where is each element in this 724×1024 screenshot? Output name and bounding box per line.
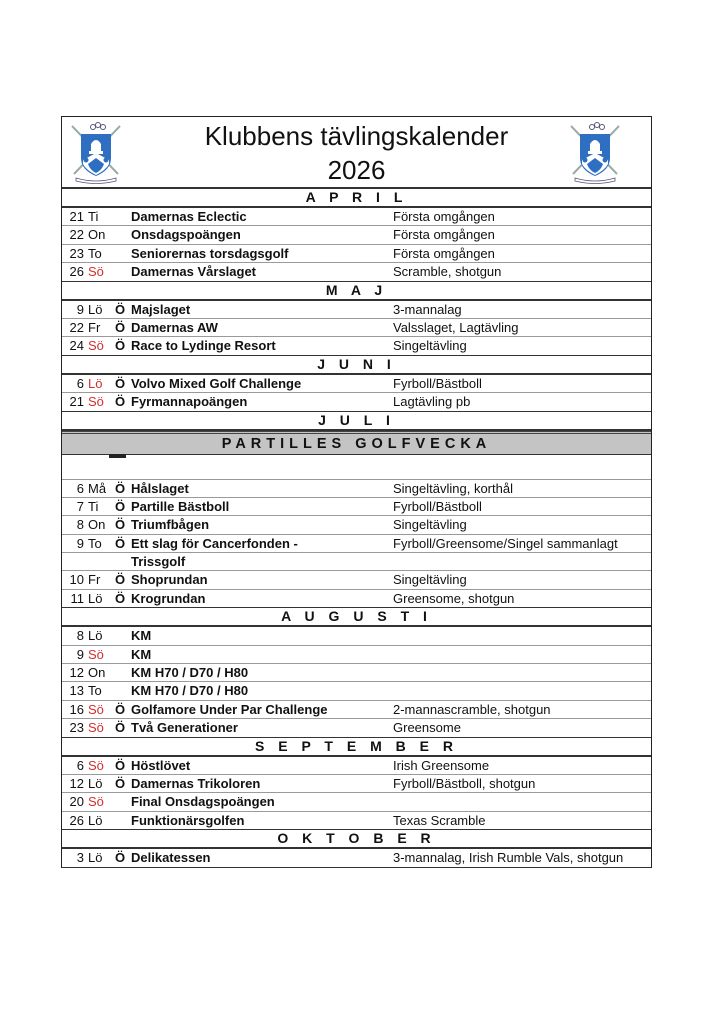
event-weekday: To [88,683,102,699]
event-day: 9 [76,301,84,317]
event-day: 6 [76,375,84,391]
event-name: KM [131,628,152,644]
event-weekday: Ti [88,209,99,224]
event-format: Singeltävling [393,338,467,354]
event-row [62,701,651,719]
month-heading: A P R I L [62,189,651,208]
event-row [62,719,651,737]
month-heading: O K T O B E R [62,830,651,849]
open-competition-mark: Ö [115,701,126,717]
event-format: Fyrboll/Bästboll, shotgun [393,775,536,791]
event-day: 12 [69,665,84,681]
event-day: 9 [76,535,84,551]
event-day: 22 [69,319,84,335]
open-competition-mark: Ö [115,375,126,391]
event-row [62,627,651,645]
event-format: Fyrboll/Bästboll [393,498,482,514]
event-row [62,263,651,281]
event-day: 22 [69,227,84,243]
event-weekday: Sö [88,720,104,736]
month-heading: M A J [62,282,651,301]
event-row [62,319,651,337]
event-name: Onsdagspoängen [131,227,241,243]
event-day: 8 [76,628,84,644]
event-name: Shoprundan [131,572,208,588]
event-name: Damernas Trikoloren [131,775,261,791]
event-weekday: Sö [88,338,104,354]
event-format: 2-mannascramble, shotgun [393,701,551,717]
event-name: Final Onsdagspoängen [131,794,275,810]
event-name: Ett slag för Cancerfonden - [131,535,298,551]
event-name: Volvo Mixed Golf Challenge [131,375,302,391]
open-competition-mark: Ö [115,301,126,317]
event-row [62,480,651,498]
event-weekday: To [88,245,102,261]
calendar-year: 2026 [327,155,386,185]
event-name: Damernas Eclectic [131,209,247,224]
event-name: Damernas Vårslaget [131,264,257,280]
month-heading: S E P T E M B E R [62,738,651,757]
open-competition-mark: Ö [115,394,126,410]
event-weekday: Lö [88,628,103,644]
event-name: Partille Bästboll [131,498,230,514]
event-name: Golfamore Under Par Challenge [131,701,328,717]
event-row [62,812,651,830]
event-row [62,226,651,244]
month-heading: J U L I [62,412,651,431]
event-weekday: Lö [88,850,103,866]
event-name: Seniorernas torsdagsgolf [131,245,289,261]
open-competition-mark: Ö [115,572,126,588]
event-name: Fyrmannapoängen [131,394,248,410]
event-name: Två Generationer [131,720,238,736]
event-row [62,301,651,319]
event-day: 11 [70,590,84,606]
event-day: 7 [76,498,84,514]
open-competition-mark: Ö [115,319,126,335]
event-format: Första omgången [393,209,495,224]
golf-week-banner [62,431,651,455]
open-competition-mark: Ö [115,720,126,736]
open-competition-mark: Ö [115,480,126,496]
open-competition-mark: Ö [115,535,126,551]
event-row [62,553,651,571]
event-row [62,682,651,700]
event-format: Lagtävling pb [393,394,471,410]
event-row [62,793,651,811]
banner-marker [109,454,126,458]
event-row [62,849,651,867]
event-row [62,245,651,263]
event-name: KM [131,646,152,662]
event-weekday: Fr [88,319,101,335]
event-format: Fyrboll/Greensome/Singel sammanlagt [393,535,618,551]
event-row [62,590,651,608]
event-format: Greensome [393,720,461,736]
event-name: KM H70 / D70 / H80 [131,665,249,681]
open-competition-mark: Ö [115,850,126,866]
event-weekday: Lö [88,590,103,606]
event-row [62,516,651,534]
event-name: Damernas AW [131,319,218,335]
event-row [62,393,651,411]
event-row [62,664,651,682]
calendar-body [62,189,651,868]
event-row [62,375,651,393]
event-row [62,337,651,355]
event-day: 10 [69,572,84,588]
event-day: 23 [69,720,84,736]
event-name: KM H70 / D70 / H80 [131,683,249,699]
event-name: Delikatessen [131,850,211,866]
event-weekday: Sö [88,794,104,810]
open-competition-mark: Ö [115,338,126,354]
event-day: 6 [76,480,84,496]
event-weekday: To [88,535,102,551]
event-name: Krogrundan [131,590,206,606]
event-format: 3-mannalag, Irish Rumble Vals, shotgun [393,850,624,866]
event-weekday: Sö [88,264,104,280]
event-format: Singeltävling [393,517,467,533]
event-name: Triumfbågen [131,517,210,533]
event-day: 16 [69,701,84,717]
month-heading: A U G U S T I [62,608,651,627]
open-competition-mark: Ö [115,498,126,514]
event-row [62,208,651,226]
calendar-title: Klubbens tävlingskalender [204,121,509,151]
event-weekday: Fr [88,572,101,588]
event-day: 26 [69,264,84,280]
event-weekday: On [88,227,106,243]
golf-week-banner-label: PARTILLES GOLFVECKA [221,435,492,452]
event-weekday: Lö [88,812,103,828]
event-weekday: Ti [88,498,99,514]
event-format: Texas Scramble [393,812,486,828]
event-format: Valsslaget, Lagtävling [393,319,519,335]
open-competition-mark: Ö [115,775,126,791]
event-row [62,498,651,516]
event-day: 24 [69,338,84,354]
event-weekday: On [88,517,106,533]
event-weekday: Må [88,480,107,496]
event-format: Fyrboll/Bästboll [393,375,482,391]
event-weekday: Sö [88,701,104,717]
event-format: Första omgången [393,227,495,243]
event-format: Greensome, shotgun [393,590,515,606]
event-name: Trissgolf [131,554,186,570]
event-weekday: Lö [88,775,103,791]
event-format: Singeltävling [393,572,467,588]
event-format: 3-mannalag [393,301,462,317]
event-weekday: Sö [88,646,104,662]
event-day: 6 [76,757,84,773]
event-name: Majslaget [131,301,191,317]
event-weekday: Sö [88,757,104,773]
event-weekday: Sö [88,394,104,410]
calendar-sheet [61,116,652,868]
blank-row [62,455,651,480]
event-day: 21 [69,209,84,224]
event-name: Funktionärsgolfen [131,812,245,828]
event-weekday: On [88,665,106,681]
event-format: Irish Greensome [393,757,490,773]
event-day: 9 [76,646,84,662]
event-weekday: Lö [88,375,103,391]
event-name: Hålslaget [131,480,189,496]
calendar-header [62,117,651,189]
open-competition-mark: Ö [115,590,126,606]
event-day: 20 [69,794,84,810]
event-day: 3 [76,850,84,866]
event-format: Första omgången [393,245,495,261]
event-format: Singeltävling, korthål [393,480,513,496]
event-day: 26 [69,812,84,828]
open-competition-mark: Ö [115,517,126,533]
event-name: Race to Lydinge Resort [131,338,276,354]
event-row [62,571,651,589]
event-format: Scramble, shotgun [393,264,502,280]
event-row [62,646,651,664]
event-day: 23 [69,245,84,261]
event-day: 13 [69,683,84,699]
event-day: 21 [69,394,84,410]
club-crest-icon [565,120,625,184]
event-row [62,535,651,553]
month-heading: J U N I [62,356,651,375]
event-day: 8 [76,517,84,533]
event-name: Höstlövet [131,757,191,773]
event-row [62,757,651,775]
event-day: 12 [69,775,84,791]
open-competition-mark: Ö [115,757,126,773]
event-weekday: Lö [88,301,103,317]
event-row [62,775,651,793]
